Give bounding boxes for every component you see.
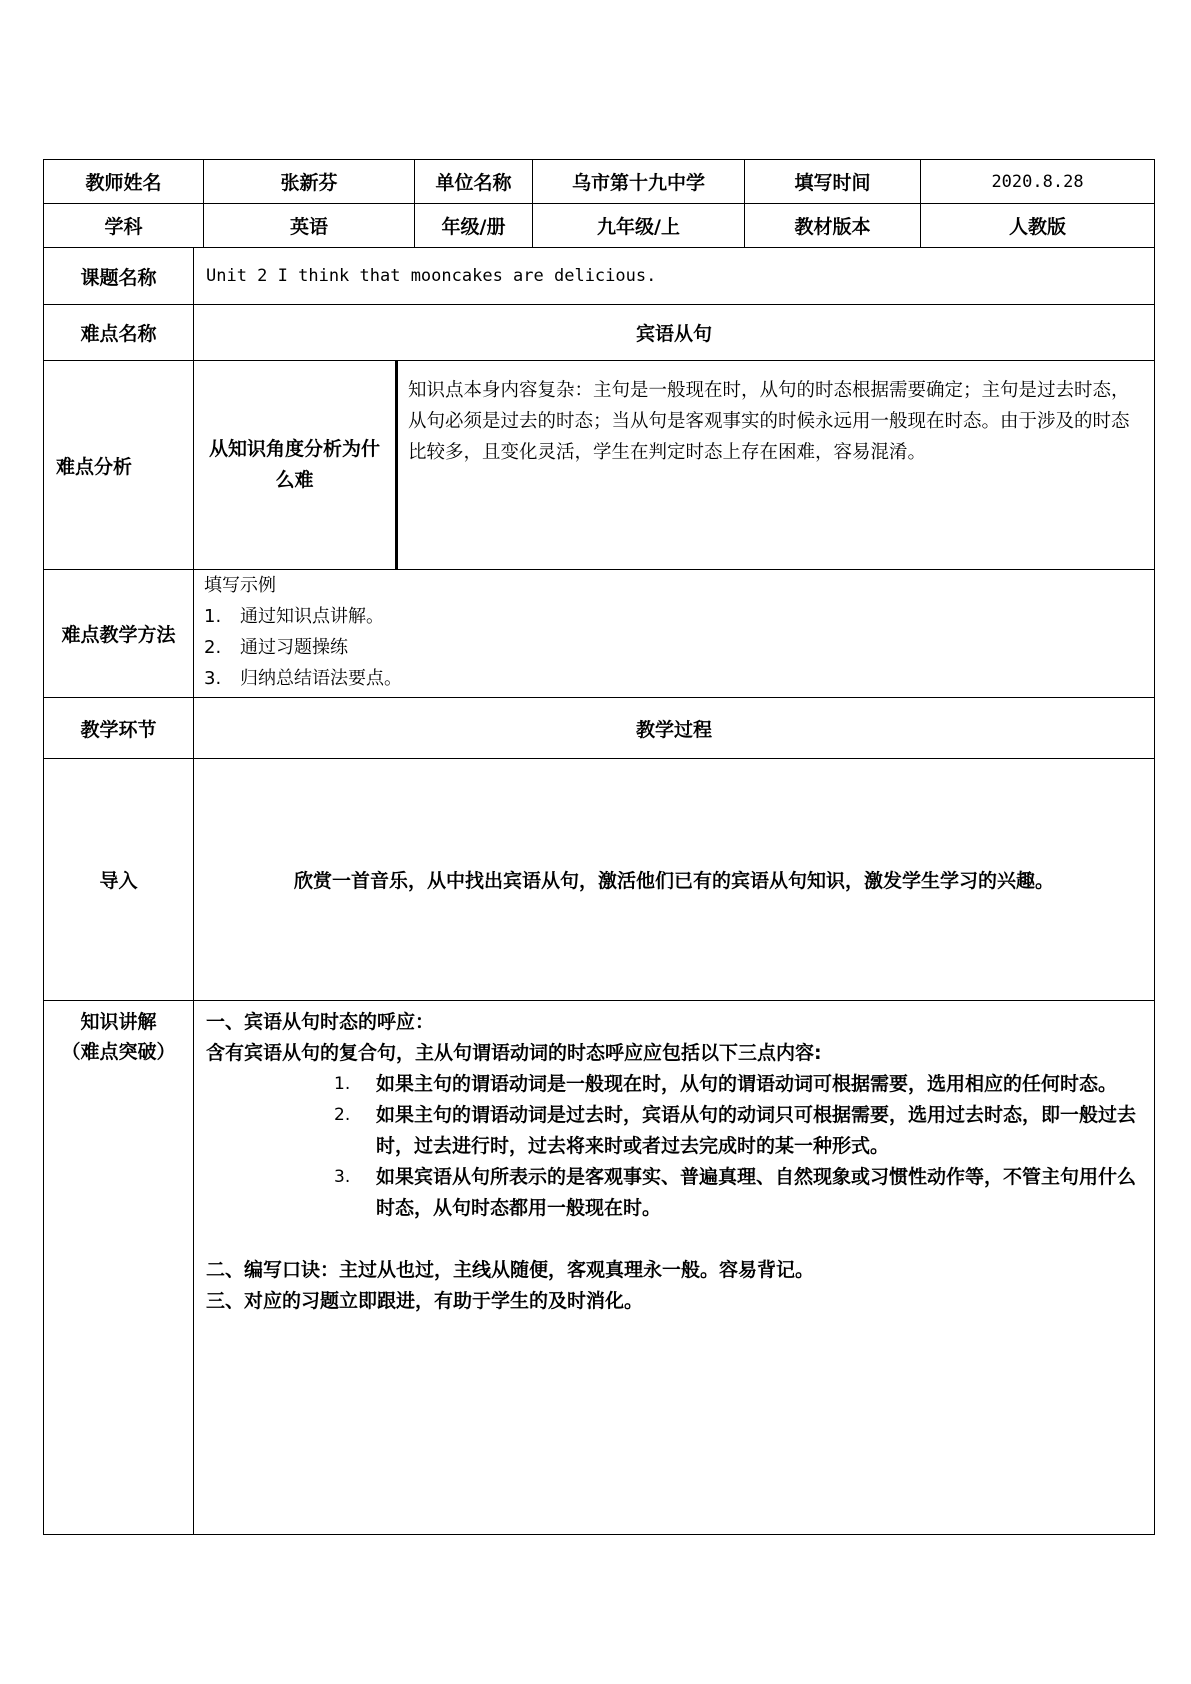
unit-value: 乌市第十九中学: [533, 160, 745, 204]
analysis-text: 知识点本身内容复杂：主句是一般现在时，从句的时态根据需要确定；主句是过去时态，从句必须是过去的时态；当从句是客观事实的时候永远用一般现在时态。由于涉及的时态比较多，且变化灵活，学生在判定时态上存在困难，容易混淆。: [397, 361, 1155, 570]
time-value: 2020.8.28: [921, 160, 1155, 204]
main-table: [43, 247, 1155, 1535]
grade-value: 九年级/上: [533, 204, 745, 248]
method-intro: 填写示例: [204, 575, 276, 596]
knowledge-list: [206, 1069, 1142, 1224]
knowledge-content: [194, 1001, 1155, 1535]
topic-value: Unit 2 I think that mooncakes are delicious.: [194, 248, 1155, 305]
list-item: 2. 如果主句的谓语动词是过去时，宾语从句的动词只可根据需要，选用过去时态，即一般过去时，过去进行时，过去将来时或者过去完成时的某一种形式。: [334, 1104, 1137, 1157]
knowledge-intro: 含有宾语从句的复合句，主从句谓语动词的时态呼应应包括以下三点内容:: [206, 1042, 822, 1064]
grade-label: 年级/册: [415, 204, 533, 248]
teacher-value: 张新芬: [204, 160, 415, 204]
method-item: 2. 通过习题操练: [204, 637, 348, 658]
method-item: 3. 归纳总结语法要点。: [204, 668, 402, 689]
knowledge-heading-1: 一、宾语从句时态的呼应：: [206, 1011, 435, 1033]
unit-label: 单位名称: [415, 160, 533, 204]
analysis-label: 难点分析: [44, 361, 194, 570]
method-label: 难点教学方法: [44, 570, 194, 698]
method-item: 1. 通过知识点讲解。: [204, 606, 384, 627]
method-content: [194, 570, 1155, 698]
intro-text: 欣赏一首音乐，从中找出宾语从句，激活他们已有的宾语从句知识，激发学生学习的兴趣。: [194, 759, 1155, 1001]
subject-label: 学科: [44, 204, 204, 248]
knowledge-label: 知识讲解 （难点突破）: [44, 1001, 194, 1535]
difficulty-value: 宾语从句: [194, 305, 1155, 361]
header-table: [43, 159, 1155, 248]
knowledge-heading-2: 二、编写口诀：主过从也过，主线从随便，客观真理永一般。容易背记。: [206, 1259, 815, 1281]
difficulty-label: 难点名称: [44, 305, 194, 361]
teacher-label: 教师姓名: [44, 160, 204, 204]
process-value: 教学过程: [194, 698, 1155, 759]
process-label: 教学环节: [44, 698, 194, 759]
knowledge-heading-3: 三、对应的习题立即跟进，有助于学生的及时消化。: [206, 1290, 644, 1312]
analysis-sub-label: 从知识角度分析为什么难: [194, 361, 397, 570]
topic-label: 课题名称: [44, 248, 194, 305]
edition-label: 教材版本: [745, 204, 921, 248]
intro-label: 导入: [44, 759, 194, 1001]
time-label: 填写时间: [745, 160, 921, 204]
edition-value: 人教版: [921, 204, 1155, 248]
list-item: 1. 如果主句的谓语动词是一般现在时，从句的谓语动词可根据需要，选用相应的任何时态。: [334, 1073, 1118, 1095]
subject-value: 英语: [204, 204, 415, 248]
list-item: 3. 如果宾语从句所表示的是客观事实、普遍真理、自然现象或习惯性动作等，不管主句用什么时态，从句时态都用一般现在时。: [334, 1166, 1137, 1219]
